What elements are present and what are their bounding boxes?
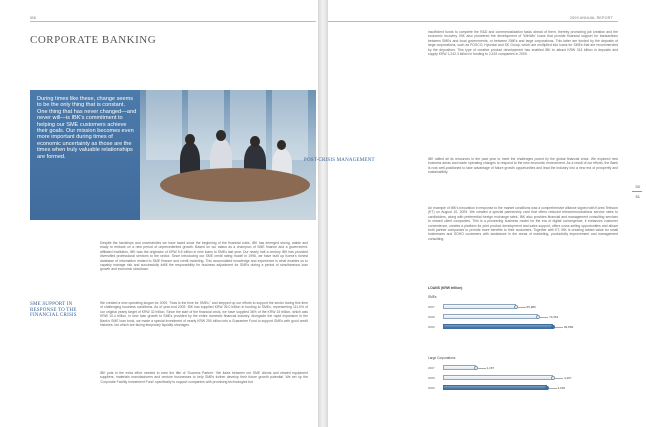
chart-group-label: SMEs [428,295,437,299]
photo-person-head [216,130,226,141]
photo-table [160,168,310,202]
body-paragraph: insufficient funds to complete the R&D and commercialization tasks ahead of them, thereby promoting job creation and the economic recovery. IBK also pioneered the development of 'WinWin' loans that provide financial support for transactions between SMEs and local governments, or between SMEs and large corporations. This latter are funded by the deposits of large corporations, such as POSCO, Hyundai and SK Group, which are multiplied into loans for SMEs that are recommended by the depositors. This type of creative product development has enabled IBK to attract KRW 314 billion in deposits and supply KRW 1,242.3 billion in funding to 2,419 companies in 2009. [428,30,618,57]
page-number-left: 50 [635,184,640,189]
section-title: CORPORATE BANKING [30,34,157,46]
photo-person-head [250,136,260,147]
right-page [304,0,646,427]
chart-year-label: 2009 [428,385,435,390]
chart-leader-line [518,307,526,308]
spine-gutter [318,0,328,427]
chart-title: LOANS (KRW trillion) [428,286,463,290]
body-paragraph: IBK rallied all its resources in the past year to meet the challenges posed by the global financial crisis. We explored new business areas and made operating changes to respond to the new economic environment. As a result of our efforts, the Bank is now well-positioned to take advantage of future growth opportunities and lead the industry into a new era of prosperity and sustainability. [428,157,618,175]
chart-leader-line [555,327,563,328]
page-number-right: 51 [635,194,640,199]
body-paragraph: IBK puts in the extra effort needed to earn the title of 'Success Partner.' We liaise between our SME clients and related equipment suppliers, materials manufacturers and venture businesses to help SMEs further develop their future growth potential. We set up the 'Corporate Facility Investment Fund' specifically to support companies with promising technologies but [100,371,308,384]
photo-person-head [185,134,195,145]
chart-leader-line [478,368,486,369]
chart-value-label: 73,351 [549,314,559,319]
right-running-head: 2009 ANNUAL REPORT [570,16,613,20]
quote-box [30,90,140,220]
photo-window [146,90,182,160]
right-header-rule [328,21,618,22]
left-page [0,0,318,427]
intro-paragraph: Despite the hardships and uncertainties we have faced since the beginning of the financial crisis, IBK has emerged strong, stable and ready to embark on a new period of unprecedented growth. Based on our status as a champion of SME finance and a government-affiliated institution, IBK was the originator of KRW 5.6 trillion in new loans to SMEs last year. Our nearly half a century IBK has provided diversified professional services to the sector. Since introducing our SME credit rating model in 1996, we have built up Korea's richest database of information related to SME finance and credit modeling. This accumulated knowledge and experience is what enables us to capably manage risk and successfully fulfill the responsibility for business adjustment for SMEs during a period of simultaneous loan growth and economic slowdown. [100,241,308,272]
chart-bar [443,324,553,329]
photo-person-head [277,140,286,150]
subhead-post-crisis: POST-CRISIS MANAGEMENT [304,158,375,163]
body-paragraph: An example of IBK's innovation in response to the market conditions was a comprehensive alliance signed with Korea Telecom (KT) on August 10, 2009. We created a special partnership card that offers reduced telecommunications service rates to cardholders, along with preferential foreign exchange rates. IBK also provides financial and management consulting services to shared client companies. This is a pioneering business model for the era of digital convergence; it enhances customer convenience, creates a platform for joint product development and sales support, offers cross-selling opportunities and allows both partner companies to provide more benefits to their customers. Together with KT, IBK is creating added value for small businesses and SOHO customers with assistance in the areas of marketing, productivity improvement and management consulting. [428,206,618,241]
subhead-sme-support: SME SUPPORT IN RESPONSE TO THE FINANCIAL CRISIS [30,302,77,319]
chart-year-label: 2007 [428,365,435,370]
body-paragraph: We created a new operating slogan for 2009, "Now is the time for SMEs," and stepped up our efforts to support the sector during this time of challenging business conditions. As of year-end 2009, IBK has supplied KRW 35.0 trillion in funding to SMEs, representing 111.6% of our original yearly target of KRW 32 trillion. Since the start of the financial crisis, we have supplied 36% of the KRW 15 trillion, which was KRW 10.4 trillion, in new loan growth to SMEs provided by the entire domestic financial industry. Alongside the rapid expansion in the Bank's SME loan book, we made a special investment of nearly KRW 250 billion into a Guarantee Fund to support SMEs with good credit histories, but which are facing temporary liquidity shortages. [100,301,308,328]
chart-year-label: 2008 [428,375,435,380]
chart-leader-line [549,388,557,389]
chart-bar [443,304,516,309]
chart-bar [443,365,476,370]
chart-leader-line [540,317,548,318]
chart-year-label: 2009 [428,324,435,329]
left-header-rule [30,21,316,22]
chart-value-label: 55,983 [526,304,536,309]
chart-leader-line [555,378,563,379]
hero-banner [30,90,316,220]
pull-quote: During times like these, change seems to be the only thing that is constant. One thing that has never changed—and never will—is IBK's commitment to helping our SME customers achieve their goals. Our mission becomes even more important during times of economic uncertainty as those are the times when truly valuable relationships are formed. [37,96,137,160]
left-running-head: IBK [30,16,37,20]
chart-value-label: 4,267 [564,375,572,380]
page-number-rule [632,191,642,192]
chart-value-label: 4,018 [557,385,566,390]
chart-bar [443,314,538,319]
chart-group-label: Large Corporations [428,356,456,360]
chart-value-label: 1,267 [486,365,495,370]
chart-bar [443,385,547,390]
chart-year-label: 2008 [428,314,435,319]
meeting-photo [140,90,316,220]
chart-bar [443,375,553,380]
chart-year-label: 2007 [428,304,435,309]
chart-value-label: 84,869 [564,324,574,329]
